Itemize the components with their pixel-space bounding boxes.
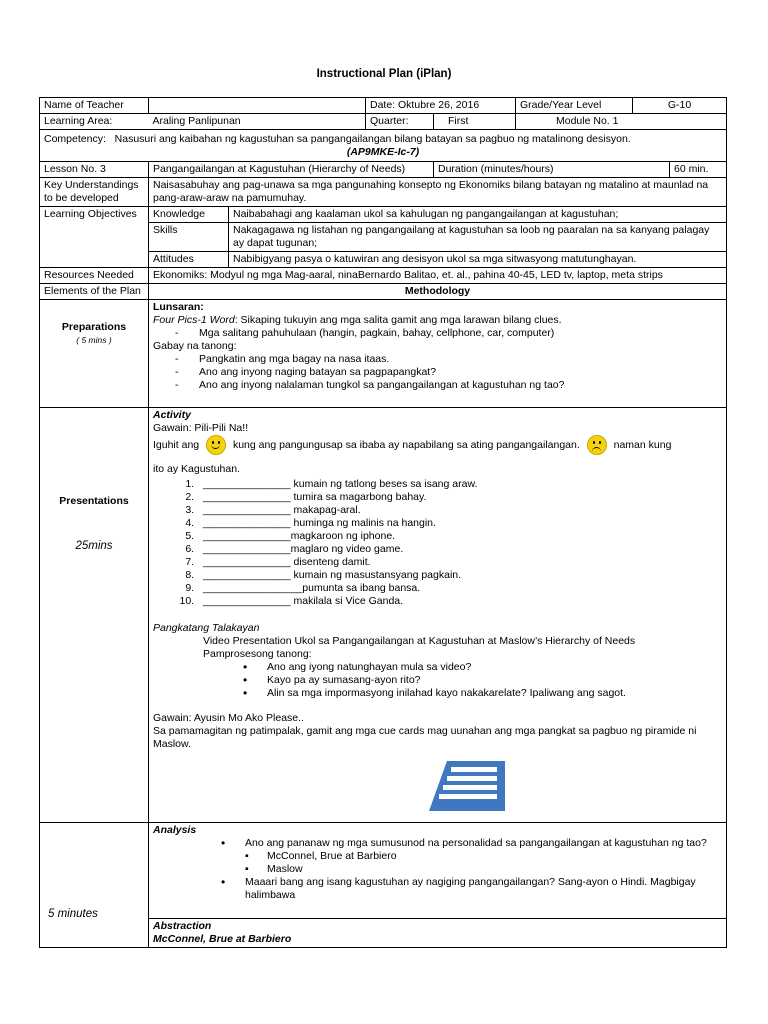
list-item: 1. _______________ kumain ng tatlong beses sa isang araw. (197, 478, 722, 491)
list-item: ▪ McConnel, Brue at Barbiero (245, 850, 722, 863)
knowledge-label: Knowledge (149, 207, 229, 223)
lesson-title: Pangangailangan at Kagustuhan (Hierarchy of Needs) (149, 162, 434, 178)
video-text: Video Presentation Ukol sa Pangangailangan at Kagustuhan at Maslow’s Hierarchy of Needs (203, 635, 636, 648)
list-item: • Ano ang pananaw ng mga sumusunod na personalidad sa pangangailangan at kagustuhan ng tao? (221, 837, 722, 850)
four-pics-activity: Four Pics-1 Word: Sikaping tukuyin ang mga salita gamit ang mga larawan bilang clues. (153, 314, 562, 326)
competency-row (40, 130, 727, 162)
list-item: 6. _______________maglaro ng video game. (197, 543, 722, 556)
list-item: - Ano ang inyong nalalaman tungkol sa pangangailangan at kagustuhan ng tao? (175, 379, 722, 392)
skills-label: Skills (149, 223, 229, 252)
list-item: • Alin sa mga impormasyong inilahad kayo nakakarelate? Ipaliwang ang sagot. (243, 687, 722, 700)
gawain2-label: Gawain: Ayusin Mo Ako Please.. (153, 712, 304, 725)
list-item: 4. _______________ huminga ng malinis na hangin. (197, 517, 722, 530)
list-item: - Mga salitang pahuhulaan (hangin, pagkain, bahay, cellphone, car, computer) (175, 327, 722, 340)
key-understandings-text: Naisasabuhay ang pag-unawa sa mga pangunahing konsepto ng Ekonomiks bilang batayan ng matalino at maunlad na pang-araw-araw na pamumuhay. (149, 178, 727, 207)
attitudes-text: Nabibigyang pasya o katuwiran ang desisyon ukol sa mga sitwasyong matutunghayan. (229, 252, 727, 268)
list-item: • Maaari bang ang isang kagustuhan ay nagiging pangangailangan? Sang-ayon o Hindi. Magbigay halimbawa (221, 876, 722, 902)
resources-row (40, 268, 727, 284)
grade-label: Grade/Year Level (516, 98, 633, 114)
quarter-label: Quarter: (366, 114, 434, 130)
smiley-icon (206, 435, 226, 455)
list-item: - Pangkatin ang mga bagay na nasa itaas. (175, 353, 722, 366)
area-value: Araling Panlipunan (149, 114, 366, 130)
abstraction-label: Abstraction (153, 920, 212, 933)
competency-label: Competency: (44, 133, 106, 145)
methodology-label: Methodology (149, 284, 727, 300)
analysis-label: Analysis (153, 824, 197, 837)
list-item: ▪ Maslow (245, 863, 722, 876)
objectives-label: Learning Objectives (40, 207, 149, 268)
pangkatang-label: Pangkatang Talakayan (153, 622, 260, 635)
presentations-row (40, 408, 727, 823)
quarter-value: First (434, 114, 516, 130)
list-item: 5. _______________magkaroon ng iphone. (197, 530, 722, 543)
processing-question-list (153, 661, 722, 700)
page-title: Instructional Plan (iPlan) (316, 68, 452, 80)
knowledge-text: Naibabahagi ang kaalaman ukol sa kahulugan ng pangangailangan at kagustuhan; (229, 207, 727, 223)
methodology-header-row (40, 284, 727, 300)
analysis-time: 5 minutes (48, 908, 98, 921)
header-row-1 (40, 98, 727, 114)
personality-list (153, 850, 722, 876)
analysis-question-list-2 (153, 876, 722, 902)
gabay-label: Gabay na tanong: (153, 340, 237, 352)
lesson-label: Lesson No. 3 (40, 162, 149, 178)
duration-value: 60 min. (670, 162, 727, 178)
list-item: • Kayo pa ay sumasang-ayon rito? (243, 674, 722, 687)
list-item: 10. _______________ makilala si Vice Ganda. (197, 595, 722, 608)
clue-list (153, 327, 722, 340)
elements-label: Elements of the Plan (40, 284, 149, 300)
teacher-value (149, 98, 366, 114)
attitudes-label: Attitudes (149, 252, 229, 268)
date-cell: Date: Oktubre 26, 2016 (366, 98, 516, 114)
list-item: • Ano ang iyong natunghayan mula sa video? (243, 661, 722, 674)
lunsaran-label: Lunsaran: (153, 301, 204, 313)
list-item: 3. _______________ makapag-aral. (197, 504, 722, 517)
lesson-row (40, 162, 727, 178)
activity-label: Activity (153, 409, 191, 421)
list-item: 7. _______________ disenteng damit. (197, 556, 722, 569)
grade-value: G-10 (633, 98, 727, 114)
sad-face-icon (587, 435, 607, 455)
preparations-row (40, 300, 727, 408)
activity-instruction: Iguhit ang kung ang pangungusap sa ibaba ay napabilang sa ating pangangailangan. naman kung (153, 435, 722, 455)
blank-items-list (153, 478, 722, 608)
objective-knowledge-row (40, 207, 727, 223)
competency-code: (AP9MKE-Ic-7) (346, 146, 420, 158)
abstraction-sub: McConnel, Brue at Barbiero (153, 933, 292, 946)
teacher-label: Name of Teacher (40, 98, 149, 114)
list-item: 8. _______________ kumain ng masustansyang pagkain. (197, 569, 722, 582)
gawain2-text: Sa pamamagitan ng patimpalak, gamit ang mga cue cards mag uunahan ang mga pangkat sa pagbuo ng piramide ni Maslow. (153, 725, 697, 751)
list-item: 2. _______________ tumira sa magarbong bahay. (197, 491, 722, 504)
pyramid-icon (429, 761, 722, 815)
gawain-label: Gawain: Pili-Pili Na!! (153, 422, 249, 434)
list-item: - Ano ang inyong naging batayan sa pagpapangkat? (175, 366, 722, 379)
pamprosesong-label: Pamprosesong tanong: (203, 648, 312, 661)
resources-label: Resources Needed (40, 268, 149, 284)
duration-label: Duration (minutes/hours) (434, 162, 670, 178)
list-item: 9. _________________pumunta sa ibang bansa. (197, 582, 722, 595)
module-cell: Module No. 1 (516, 114, 727, 130)
header-row-2 (40, 114, 727, 130)
skills-text: Nakagagawa ng listahan ng pangangailang at kagustuhan sa loob ng paaralan na sa kanyang palagay ay dapat tugunan; (229, 223, 727, 252)
competency-text: Nasusuri ang kaibahan ng kagustuhan sa pangangailangan bilang batayan sa pagbuo ng matalinong desisyon. (114, 133, 631, 145)
preparations-label: Preparations (61, 321, 127, 333)
presentations-time: 25mins (75, 540, 113, 552)
analysis-question-list (153, 837, 722, 850)
area-label: Learning Area: (40, 114, 149, 130)
guide-question-list (153, 353, 722, 392)
key-understandings-row (40, 178, 727, 207)
instructional-plan-table (39, 97, 727, 948)
preparations-time: ( 5 mins ) (76, 335, 112, 345)
resources-text: Ekonomiks: Modyul ng mga Mag-aaral, ninaBernardo Balitao, et. al., pahina 40-45, LED tv, laptop, meta strips (149, 268, 727, 284)
presentations-label: Presentations (59, 495, 129, 507)
activity-instruction-cont: ito ay Kagustuhan. (153, 463, 240, 476)
key-understandings-label: Key Understandings to be developed (40, 178, 149, 207)
analysis-row (40, 823, 727, 919)
